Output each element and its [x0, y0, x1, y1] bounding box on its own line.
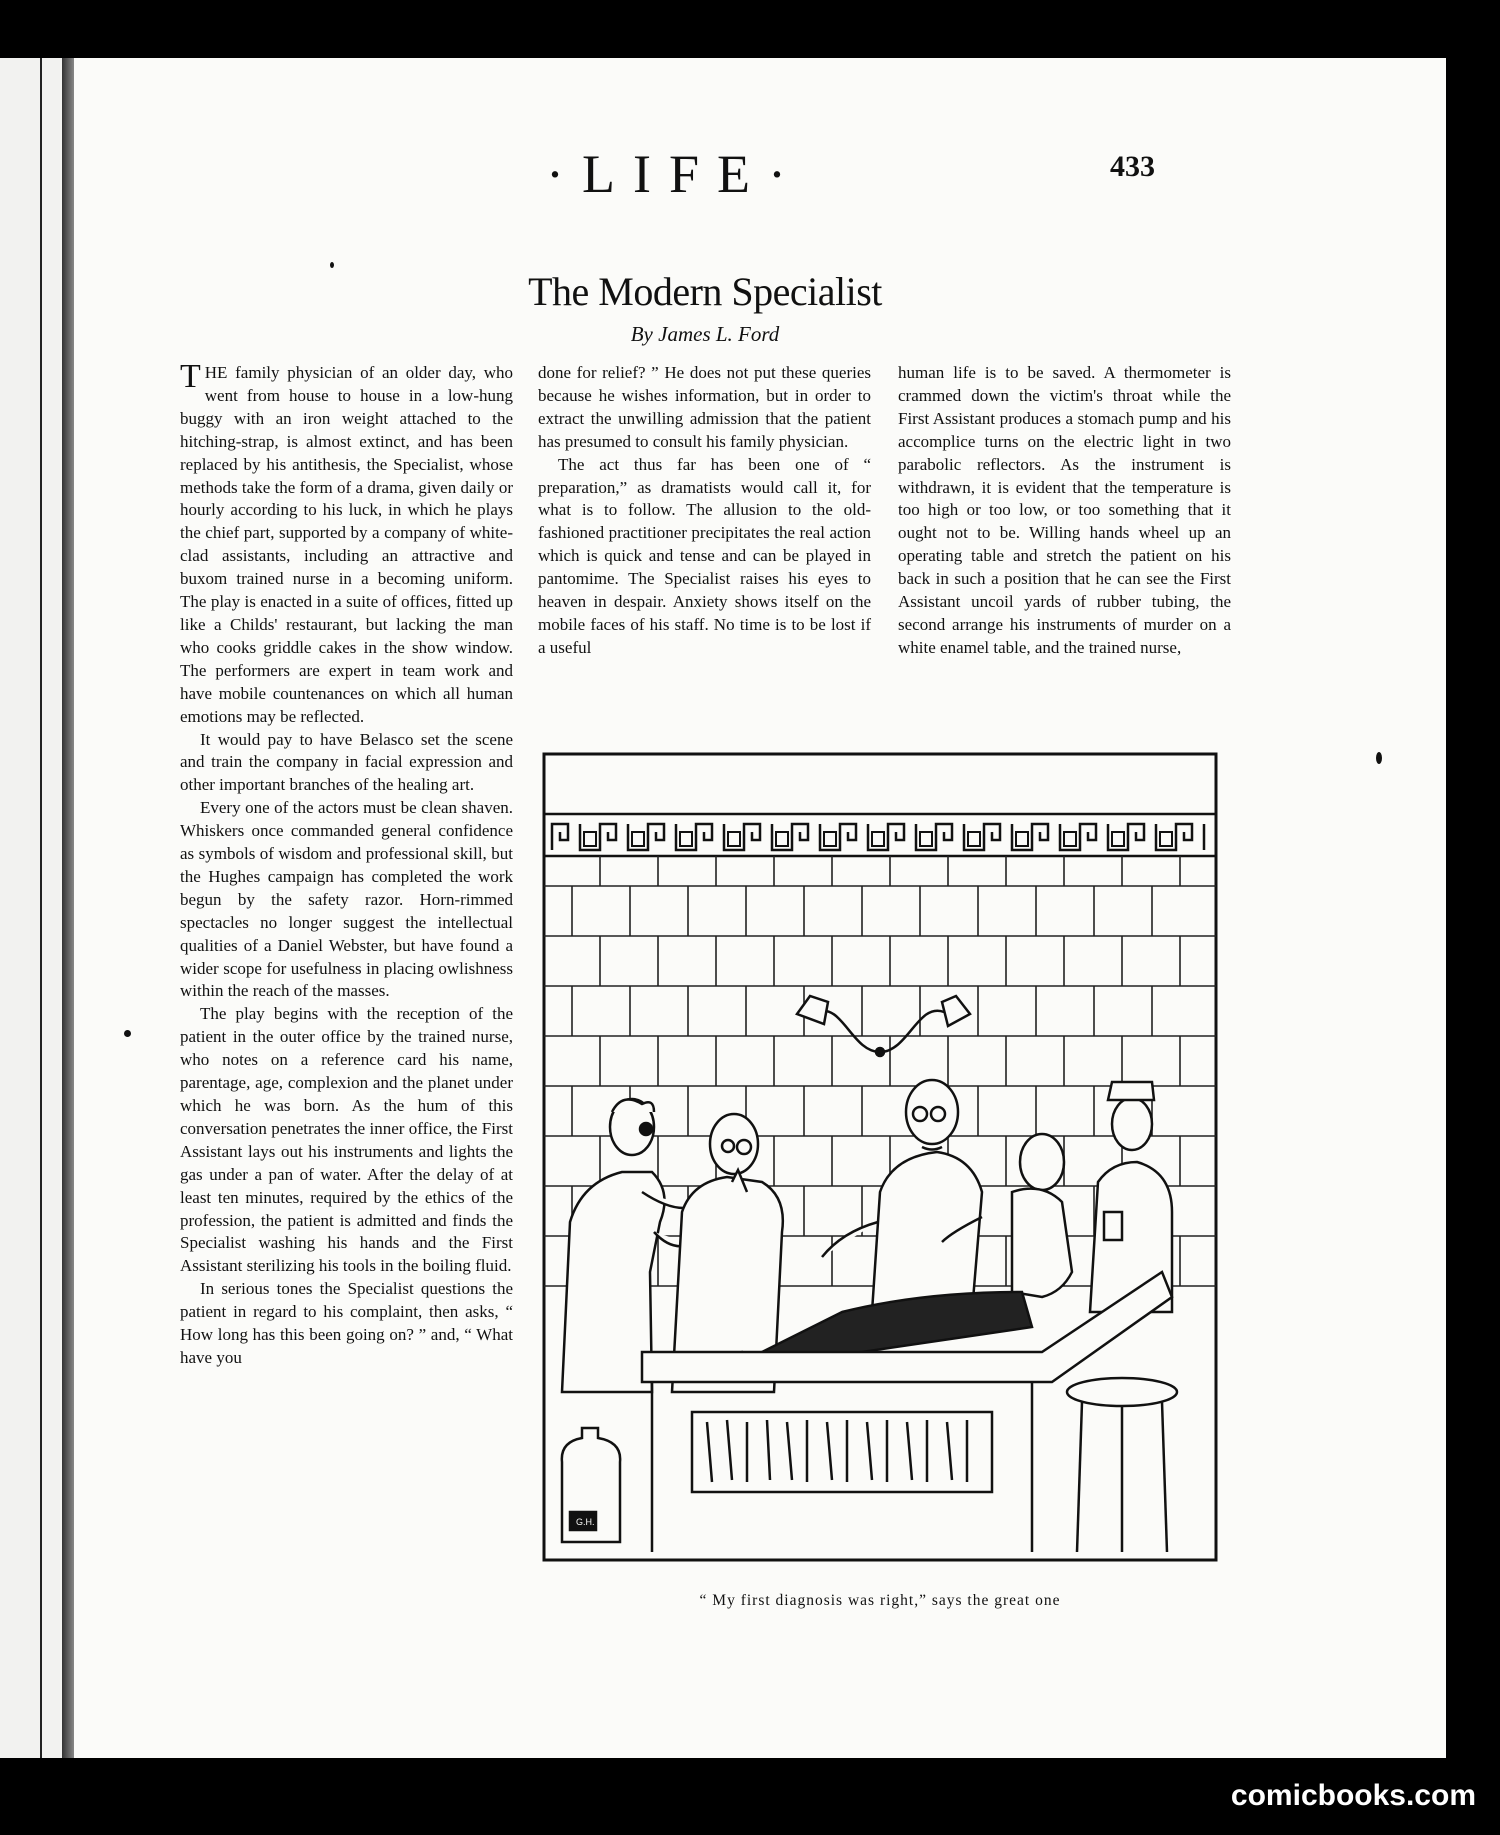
text-column-1: [180, 358, 513, 1370]
page-number: 433: [1110, 150, 1155, 183]
ink-speck: [330, 262, 334, 268]
page-rule: [40, 58, 42, 1758]
paragraph: The play begins with the reception of the patient in the outer office by the trained nurse, who notes on a reference card his name, parentage, age, complexion and the planet under which he was born. As the hum of this conversation penetrates the inner office, the First Assistant lays out his instruments and lights the gas under a pan of water. After the delay of at least ten minutes, required by the ethics of the profession, the patient is admitted and finds the Specialist washing his hands and the First Assistant sterilizing his tools in the boiling fluid.: [180, 1004, 513, 1276]
masthead: ·LIFE·: [546, 144, 804, 204]
text-column-3: [898, 362, 1231, 660]
ink-speck: [1376, 752, 1382, 764]
paragraph-text: HE family physician of an older day, who went from house to house in a low-hung buggy with an iron weight attached to the hitching-strap, is almost extinct, and has been replaced by his antithesis, the Specialist, whose methods take the form of a drama, given daily or hourly according to his luck, in which he plays the chief part, supported by a company of white-clad assistants, including an attractive and buxom trained nurse in a becoming uniform. The play is enacted in a suite of offices, fitted up like a Childs' restaurant, but lacking the man who cooks griddle cakes in the show window. The performers are expert in team work and have mobile countenances on which all human emotions may be reflected.: [180, 363, 513, 726]
gutter-shadow: [62, 58, 74, 1758]
paragraph: [180, 358, 513, 729]
left-page-edge: [0, 58, 62, 1758]
article-title: The Modern Specialist: [528, 269, 882, 314]
drop-cap: T: [180, 358, 201, 395]
paragraph: It would pay to have Belasco set the scene and train the company in facial expression and other important branches of the healing art.: [180, 729, 513, 795]
ink-speck: [124, 1030, 131, 1037]
operating-room-illustration: [542, 752, 1218, 1562]
illustration-frame: [544, 754, 1216, 1560]
illustrator-signature: G.H.: [576, 1517, 595, 1527]
illustration-caption: “ My first diagnosis was right,” says the great one: [699, 1592, 1061, 1609]
paragraph: human life is to be saved. A thermometer is crammed down the victim's throat while the First Assistant produces a stomach pump and his accomplice turns on the electric light in two parabolic reflectors. As the instrument is withdrawn, it is evident that the temperature is too high or too low, or too something that it ought not to be. Willing hands wheel up an operating table and stretch the patient on his back in such a position that he can see the First Assistant uncoil yards of rubber tubing, the second arrange his instruments of murder on a white enamel table, and the trained nurse,: [898, 363, 1231, 657]
bottle: [562, 1428, 620, 1542]
paragraph: done for relief? ” He does not put these queries because he wishes information, but in order to extract the unwilling admission that the patient has presumed to consult his family physician.: [538, 363, 871, 451]
paragraph: In serious tones the Specialist questions the patient in regard to his complaint, then asks, “ How long has this been going on? ” and, “ What have you: [180, 1279, 513, 1367]
byline: By James L. Ford: [630, 322, 780, 346]
text-column-2: [538, 362, 871, 660]
paragraph: Every one of the actors must be clean shaven. Whiskers once commanded general confidence as symbols of wisdom and professional skill, but the Hughes campaign has completed the work begun by the safety razor. Horn-rimmed spectacles no longer suggest the intellectual qualities of a Daniel Webster, but have found a wider scope for usefulness in placing owlishness within the reach of the masses.: [180, 798, 513, 1001]
paragraph: The act thus far has been one of “ preparation,” as dramatists would call it, for what is to follow. The allusion to the old-fashioned practitioner precipitates the real action which is quick and tense and can be played in pantomime. The Specialist raises his eyes to heaven in despair. Anxiety shows itself on the mobile faces of his staff. No time is to be lost if a useful: [538, 454, 871, 657]
watermark: comicbooks.com: [1230, 1779, 1476, 1812]
